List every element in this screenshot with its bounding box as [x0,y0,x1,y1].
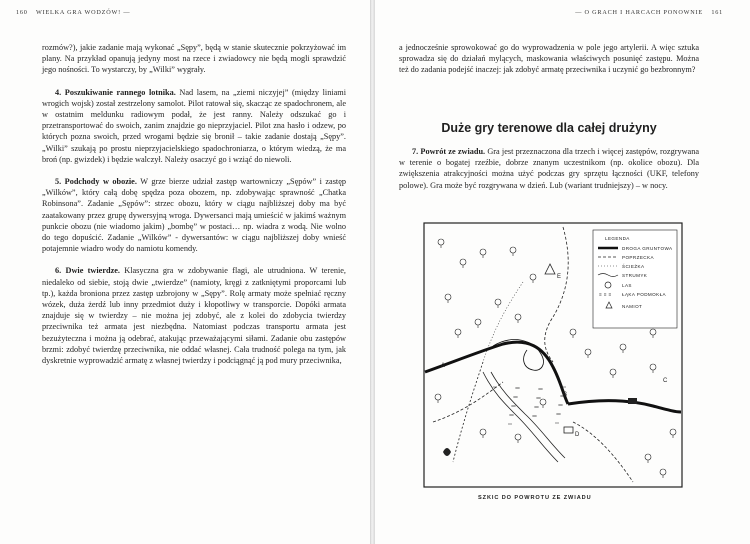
page-number: 160 [16,9,28,16]
point-label-b: B [563,392,568,398]
legend-item: ŚCIEŻKA [622,264,645,269]
section-7 [399,146,699,191]
legend-item: STRUMYK [622,273,648,278]
marsh-icon: ≡ ≡ ≡ [599,292,612,297]
tree-icon [645,454,651,463]
right-page [375,0,750,544]
paragraph: rozmów?), jakie zadanie mają wykonać „Sępy”, będą w stanie skutecznie pokrzyżować im plany. Na przykład opanują jedyny most na rzece i zwiadowcy nie będą mogli sprawdzić jego nośności. To wystarczy, by „Wilki” wygrały. [42,43,346,75]
tree-icon [480,429,486,438]
legend-item: ŁĄKA PODMOKŁA [622,292,667,297]
stream [483,372,558,462]
stream [491,372,568,458]
main-road [568,401,681,413]
tree-icon [515,314,521,323]
legend-item: LAS [622,283,632,288]
tree-icon [650,364,656,373]
legend-title: LEGENDA [605,236,630,241]
right-body-text [399,42,699,76]
tree-icon [445,294,451,303]
point-label-d: D [575,432,580,438]
tree-icon [515,434,521,443]
tree-icon [610,369,616,378]
section-title: 7. Powrót ze zwiadu. [412,147,486,156]
legend-item: DROGA GRUNTOWA [622,246,673,251]
tree-icon [530,274,536,283]
tent-icon [545,264,555,274]
point-label-a: A [441,363,446,369]
section-4 [42,87,346,165]
tree-icon [480,249,486,258]
tree-icon [510,247,516,256]
left-page [0,0,370,544]
tree-icon [460,259,466,268]
point-label-e: E [557,274,562,280]
legend-item: NAMIOT [622,304,643,309]
running-head: — O GRACH I HARCACH PONOWNIE [575,9,703,16]
tree-icon [660,469,666,478]
tree-icon [455,329,461,338]
path-line [573,422,633,482]
tree-icon [585,349,591,358]
section-title: 4. Poszukiwanie rannego lotnika. [55,87,176,97]
tree-icon [570,329,576,338]
map-caption: SZKIC DO POWROTU ZE ZWIADU [478,495,592,501]
path-line [545,227,568,362]
building-icon [564,427,573,433]
section-6 [42,265,346,366]
main-road [425,342,568,404]
tree-icon [620,344,626,353]
compass-icon [443,448,451,456]
tree-icon [540,399,546,408]
page-header [575,9,723,16]
section-heading: Duże gry terenowe dla całej drużyny [441,121,657,135]
legend-item: POPRZECKA [622,255,654,260]
tree-icon [435,394,441,403]
section-5 [42,176,346,254]
tree-icon [650,329,656,338]
page-number: 161 [711,9,723,16]
tree-icon [495,299,501,308]
section-body: Gra jest przeznaczona dla trzech i więcej zastępów, rozgrywana w terenie o bogatej rzeźbie, dobrze znanym uczestnikom (np. okolice obozu). Dla zwiększenia atrakcyjności można użyć podczas gry sprzętu łączności (UKF, telefony polowe). Gra może być rozgrywana w dzień. Lub (wariant trudniejszy) – w nocy. [399,147,699,190]
tree-icon [670,429,676,438]
section-7-text [399,146,699,191]
point-label-c: C [663,378,668,384]
tree-icon [438,239,444,248]
section-body: W grze bierze udział zastęp wartowniczy „Sępów” i zastęp „Wilków”, który całą dobę spędza poza obozem, np. zdobywając sprawność „Chatka Robinsona”. Zadanie „Sępów”: strzec obozu, który w ciągu najbliższej doby ma być zaatakowany przez grupę dywersyjną wroga. Dywersanci mają umieścić w jakimś ważnym punkcie obozu (nie wiadomo jakim) „bombę” w postaci… np. wiadra z wodą. Nie wolno do tego dopuścić. Zadanie „Wilków” - dywersantów: w ciągu najbliższej doby wnieść potajemnie wiadro wody do namiotu komendy. [42,177,346,254]
running-head: WIELKA GRA WODZÓW! — [35,9,131,16]
tree-icon [475,319,481,328]
paragraph: a jednocześnie sprowokować go do wyprowadzenia w pole jego artylerii. A więc sztuka sprowadza się do działań mylących, maskowania właściwych posunięć zastępu. Można też do zadania podejść inaczej: jak zdobyć armatę przeciwnika i uczynić go bezbronnym? [399,43,699,75]
section-body: Klasyczna gra w zdobywanie flagi, ale utrudniona. W terenie, niedaleko od siebie, stoją dwie „twierdze” (namioty, kręgi z zatkniętymi proporcami lub tp.), każda broniona przez zastęp uzbrojony w „Sępy”. Rolę armaty może spełniać ręczny wózek, duża żerdź lub inny przedmiot duży i kłopotliwy w transporcie. Dopóki armata znajduje się w twierdzy – nie można jej zdobyć, ale z kolei do zdobycia twierdzy przeciwnika też armata jest niezbędna. Natomiast podczas transportu armata jest bezużyteczna i można ją odebrać, atakując przeważającymi siłami. Zadanie obu zastępów brzmi: zdobyć twierdzę przeciwnika, nie oddać własnej. Cała trudność polega na tym, jak dyskretnie wyprowadzić armatę z własnej twierdzy i podciągnąć ją pod mury przeciwnika, [42,266,346,366]
terrain-map [423,222,683,488]
section-body: Nad lasem, na „ziemi niczyjej” (między liniami wrogich wojsk) został zestrzelony samolot. Pilot ratował się, skacząc ze spadochronem, ale w ostatnim meldunku radiowym podał, że jest ranny. Należy odszukać go i przetransportować do swoich, zanim znajdzie go nieprzyjaciel. Pilot zna hasło i odzew, po których pozna swoich, przed wrogami będzie się bronił – takie zadanie dostają „Sępy”. „Wilki” szukają po prostu nieprzyjacielskiego spadochroniarza, o którym wiedzą, że ma broń (np. gwizdek) i będzie walczył. Należy osaczyć go i wziąć do niewoli. [42,87,347,164]
page-header [16,9,130,16]
legend-box [593,230,677,328]
building-icon [628,398,637,404]
left-body-text [42,42,346,366]
section-title: 6. Dwie twierdze. [55,266,120,276]
section-title: 5. Podchody w obozie. [55,177,137,187]
